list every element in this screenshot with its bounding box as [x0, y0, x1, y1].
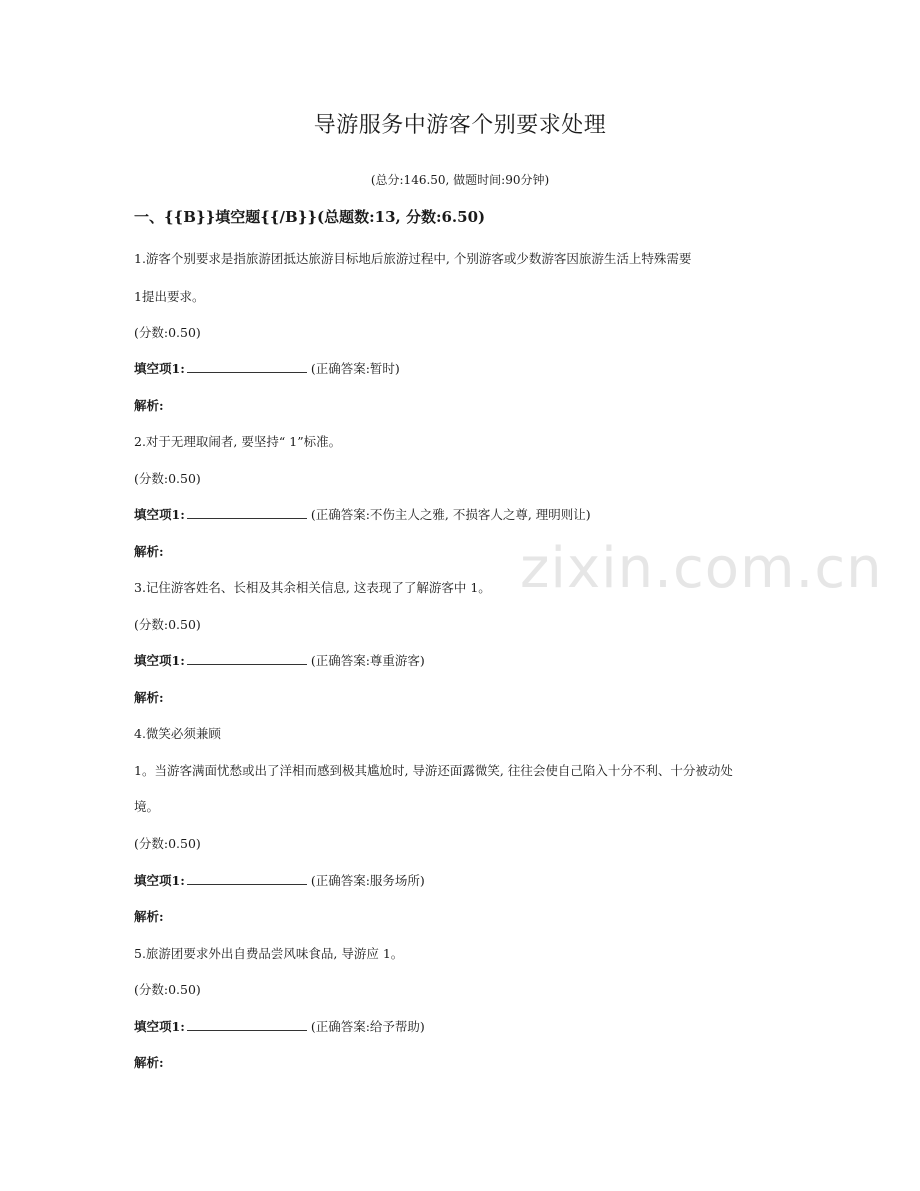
question-4-text: 4.微笑必须兼顾	[134, 726, 221, 741]
watermark: zixin.com.cn	[520, 536, 883, 601]
exam-meta: (总分:146.50, 做题时间:90分钟)	[370, 173, 550, 187]
question-1-analysis: 解析:	[134, 398, 164, 413]
correct-answer: (正确答案:服务场所)	[310, 873, 425, 888]
question-1-text: 1.游客个别要求是指旅游团抵达旅游目标地后旅游过程中, 个别游客或少数游客因旅游生活上特殊需要	[134, 251, 692, 266]
fill-label: 填空项1:	[134, 653, 185, 668]
question-4-fill-row	[134, 871, 425, 889]
question-2-fill-row	[134, 505, 591, 523]
question-1-score: (分数:0.50)	[134, 325, 201, 340]
correct-answer: (正确答案:尊重游客)	[310, 653, 425, 668]
fill-label: 填空项1:	[134, 507, 185, 522]
question-5-text: 5.旅游团要求外出自费品尝风味食品, 导游应 1。	[134, 946, 404, 961]
question-3-fill-row	[134, 651, 425, 669]
answer-blank[interactable]	[187, 1019, 307, 1031]
question-2-analysis: 解析:	[134, 544, 164, 559]
question-4-text-cont: 1。当游客满面忧愁或出了洋相而感到极其尴尬时, 导游还面露微笑, 往往会使自己陷入十分不利、十分被动处	[134, 763, 733, 778]
fill-label: 填空项1:	[134, 873, 185, 888]
answer-blank[interactable]	[187, 653, 307, 665]
fill-label: 填空项1:	[134, 1019, 185, 1034]
correct-answer: (正确答案:暂时)	[310, 361, 400, 376]
question-1-fill-row	[134, 359, 400, 377]
question-3-score: (分数:0.50)	[134, 617, 201, 632]
answer-blank[interactable]	[187, 873, 307, 885]
answer-blank[interactable]	[187, 507, 307, 519]
question-2-score: (分数:0.50)	[134, 471, 201, 486]
question-3-text: 3.记住游客姓名、长相及其余相关信息, 这表现了了解游客中 1。	[134, 580, 491, 595]
section-heading: 一、{{B}}填空题{{/B}}(总题数:13, 分数:6.50)	[134, 208, 486, 226]
document-title: 导游服务中游客个别要求处理	[313, 113, 607, 138]
question-5-score: (分数:0.50)	[134, 982, 201, 997]
fill-label: 填空项1:	[134, 361, 185, 376]
answer-blank[interactable]	[187, 361, 307, 373]
question-4-score: (分数:0.50)	[134, 836, 201, 851]
question-5-fill-row	[134, 1017, 425, 1035]
question-4-analysis: 解析:	[134, 909, 164, 924]
question-1-text-cont: 1提出要求。	[134, 289, 205, 304]
correct-answer: (正确答案:给予帮助)	[310, 1019, 425, 1034]
correct-answer: (正确答案:不伤主人之雅, 不损客人之尊, 理明则让)	[310, 507, 591, 522]
question-2-text: 2.对于无理取闹者, 要坚持“ 1”标准。	[134, 434, 342, 449]
question-5-analysis: 解析:	[134, 1055, 164, 1070]
question-4-text-end: 境。	[134, 799, 160, 814]
question-3-analysis: 解析:	[134, 690, 164, 705]
